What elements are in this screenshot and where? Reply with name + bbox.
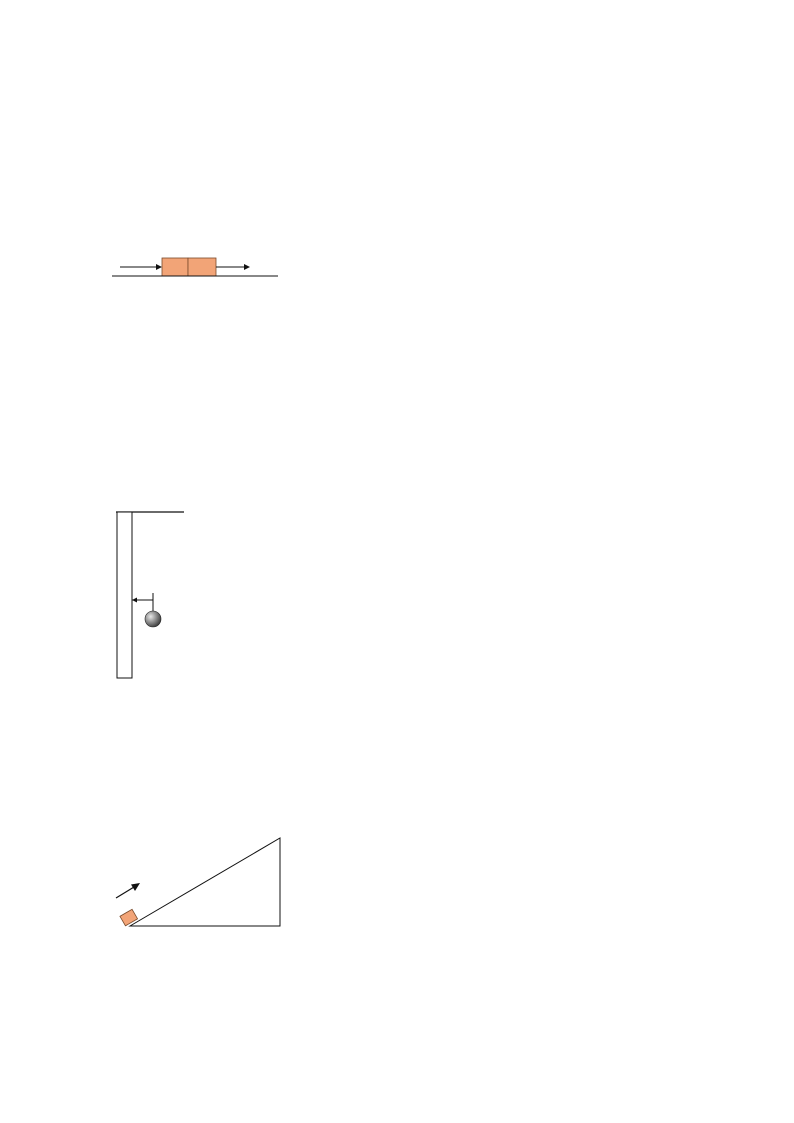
fa-arrow-head xyxy=(156,264,162,270)
velocity-arrow-line xyxy=(116,887,134,898)
steel-ball xyxy=(145,611,161,627)
block-a xyxy=(162,258,188,276)
ruler xyxy=(117,512,132,678)
q1-figure xyxy=(112,252,282,288)
q2-figure xyxy=(112,507,188,683)
fb-arrow-head xyxy=(244,264,250,270)
q3-figure xyxy=(112,836,287,931)
velocity-arrow-head xyxy=(131,883,140,891)
incline xyxy=(130,838,280,926)
pointer-head xyxy=(132,598,137,603)
block-b xyxy=(188,258,216,276)
